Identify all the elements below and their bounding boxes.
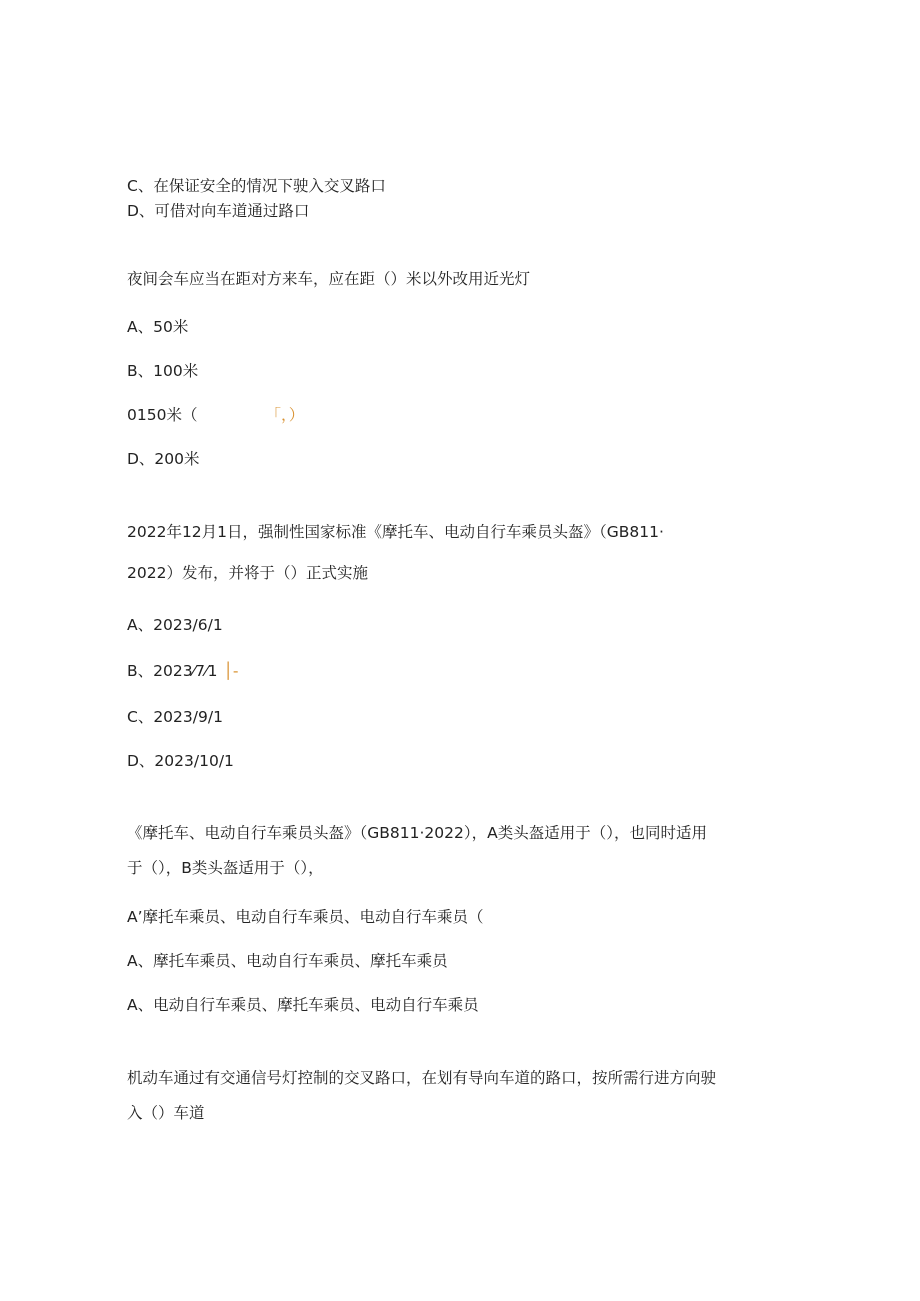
question-1: 夜间会车应当在距对方来车，应在距（）米以外改用近光灯 <box>127 270 531 288</box>
answer-mark-q2: │- <box>223 662 239 680</box>
option-a-q1: A、50米 <box>127 318 189 336</box>
answer-mark-q1: 「，） <box>265 406 305 424</box>
option-d-q2: D、2023/10/1 <box>127 752 234 770</box>
option-c-q1 <box>127 405 304 425</box>
option-b-q2-text: B、2023⁄7⁄1 <box>127 662 218 680</box>
option-d-q0: D、可借对向车道通过路口 <box>127 202 310 220</box>
option-b-q2 <box>127 661 238 681</box>
question-3-line-1: 《摩托车、电动自行车乘员头盔》（GB811·2022），A类头盔适用于（），也同时适用 <box>127 824 707 842</box>
option-2-q3: A、摩托车乘员、电动自行车乘员、摩托车乘员 <box>127 952 448 970</box>
question-4-line-1: 机动车通过有交通信号灯控制的交叉路口，在划有导向车道的路口，按所需行进方向驶 <box>127 1069 717 1087</box>
option-c-q2: C、2023/9/1 <box>127 708 223 726</box>
option-b-q1: B、100米 <box>127 362 199 380</box>
option-a-q2: A、2023/6/1 <box>127 616 223 634</box>
question-3-line-2: 于（），B类头盔适用于（）， <box>127 859 324 877</box>
option-d-q1: D、200米 <box>127 450 200 468</box>
question-4-line-2: 入（）车道 <box>127 1104 205 1122</box>
question-2-line-1: 2022年12月1日，强制性国家标准《摩托车、电动自行车乘员头盔》（GB811· <box>127 523 664 541</box>
option-c-q0: C、在保证安全的情况下驶入交叉路口 <box>127 177 386 195</box>
option-1-q3: A’摩托车乘员、电动自行车乘员、电动自行车乘员（ <box>127 908 484 926</box>
option-3-q3: A、电动自行车乘员、摩托车乘员、电动自行车乘员 <box>127 996 479 1014</box>
question-2-line-2: 2022）发布，并将于（）正式实施 <box>127 564 368 582</box>
option-c-q1-text: 0150米（ <box>127 406 198 424</box>
